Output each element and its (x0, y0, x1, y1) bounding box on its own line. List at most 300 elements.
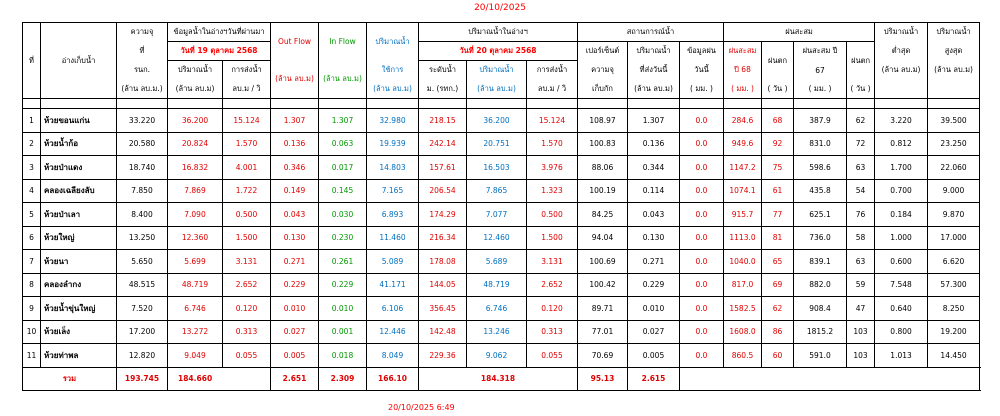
reservoir-table (22, 22, 980, 391)
cell-d68: 75 (762, 156, 794, 180)
cell-sent: 0.130 (628, 226, 680, 250)
cell-cap: 7.520 (117, 297, 168, 321)
cell-no: 8 (23, 273, 41, 297)
col-sent-unit: (ล้าน ลบ.ม) (628, 80, 680, 99)
cell-lvl: 174.29 (419, 203, 467, 227)
cell-sent: 0.136 (628, 132, 680, 156)
cell-pvol: 48.719 (168, 273, 223, 297)
cell-crel: 0.120 (527, 297, 578, 321)
cell-use: 6.106 (367, 297, 419, 321)
total-usable: 166.10 (367, 367, 419, 390)
cell-max: 39.500 (928, 109, 980, 133)
cell-cap: 18.740 (117, 156, 168, 180)
cell-r67: 598.6 (794, 156, 847, 180)
cell-in: 0.030 (319, 203, 367, 227)
col-rain68-unit: ( มม. ) (724, 80, 762, 99)
cell-d67: 58 (847, 226, 875, 250)
cell-sent: 0.005 (628, 344, 680, 368)
cell-cvol: 36.200 (467, 109, 527, 133)
cell-cap: 8.400 (117, 203, 168, 227)
cell-pct: 94.04 (578, 226, 628, 250)
cell-rain: 0.0 (680, 132, 724, 156)
total-prev-volume: 184.660 (168, 367, 271, 390)
cell-name: ห้วยน้ำขุ่นใหญ่ (41, 297, 117, 321)
cell-prel: 1.500 (223, 226, 271, 250)
cell-prel: 3.131 (223, 250, 271, 274)
cell-d68: 68 (762, 109, 794, 133)
cell-min: 0.640 (875, 297, 928, 321)
cell-pvol: 20.824 (168, 132, 223, 156)
cell-pvol: 12.360 (168, 226, 223, 250)
cell-d67: 76 (847, 203, 875, 227)
cell-sent: 0.271 (628, 250, 680, 274)
col-min-header: ปริมาณน้ำ (875, 23, 928, 42)
col-rain-today-unit: ( มม. ) (680, 80, 724, 99)
col-capacity-header-2: ที่ (117, 42, 168, 61)
cell-sent: 0.344 (628, 156, 680, 180)
cell-prel: 0.120 (223, 297, 271, 321)
cell-min: 0.700 (875, 179, 928, 203)
table-header (23, 23, 980, 99)
cell-lvl: 144.05 (419, 273, 467, 297)
report-date: 20/10/2025 (474, 3, 526, 13)
table-row (23, 344, 980, 368)
cell-name: ห้วยขอนแก่น (41, 109, 117, 133)
cell-in: 0.229 (319, 273, 367, 297)
cell-use: 8.049 (367, 344, 419, 368)
cell-lvl: 242.14 (419, 132, 467, 156)
cell-d67: 63 (847, 156, 875, 180)
spacer-row (23, 99, 980, 109)
cell-in: 0.261 (319, 250, 367, 274)
col-usable-header-2: ใช้การ (367, 61, 419, 80)
col-rain67-header: ฝนสะสม ปี (794, 42, 847, 61)
cell-cap: 13.250 (117, 226, 168, 250)
cell-pct: 100.42 (578, 273, 628, 297)
cell-prel: 2.652 (223, 273, 271, 297)
cell-d67: 59 (847, 273, 875, 297)
cell-d67: 103 (847, 320, 875, 344)
cell-r68: 860.5 (724, 344, 762, 368)
col-capacity-header-3: รนก. (117, 61, 168, 80)
col-outflow-unit: (ล้าน ลบ.ม) (271, 61, 319, 99)
cell-min: 3.220 (875, 109, 928, 133)
cell-lvl: 206.54 (419, 179, 467, 203)
cell-cap: 12.820 (117, 344, 168, 368)
table-row (23, 156, 980, 180)
col-no-header: ที่ (23, 23, 41, 99)
total-sent: 2.615 (628, 367, 680, 390)
cell-cvol: 16.503 (467, 156, 527, 180)
col-raindays67-header: ฝนตก (847, 42, 875, 80)
cell-use: 11.460 (367, 226, 419, 250)
cell-out: 0.136 (271, 132, 319, 156)
cell-pct: 100.69 (578, 250, 628, 274)
cell-out: 0.130 (271, 226, 319, 250)
cell-r67: 882.0 (794, 273, 847, 297)
cell-r68: 1582.5 (724, 297, 762, 321)
cell-cvol: 6.746 (467, 297, 527, 321)
cell-in: 0.063 (319, 132, 367, 156)
total-capacity: 193.745 (117, 367, 168, 390)
cell-in: 0.018 (319, 344, 367, 368)
col-max-header-2: สูงสุด (928, 42, 980, 61)
cell-pvol: 16.832 (168, 156, 223, 180)
cell-d68: 69 (762, 273, 794, 297)
cell-cap: 7.850 (117, 179, 168, 203)
cell-out: 0.027 (271, 320, 319, 344)
cell-r67: 839.1 (794, 250, 847, 274)
cell-r68: 284.6 (724, 109, 762, 133)
total-label: รวม (23, 367, 117, 390)
cell-cvol: 9.062 (467, 344, 527, 368)
cell-name: ห้วยเล็ง (41, 320, 117, 344)
col-prev-vol-header: ปริมาณน้ำ (168, 61, 223, 80)
cell-cvol: 7.077 (467, 203, 527, 227)
cell-pvol: 9.049 (168, 344, 223, 368)
cell-d67: 63 (847, 250, 875, 274)
cell-sent: 0.043 (628, 203, 680, 227)
cell-min: 7.548 (875, 273, 928, 297)
cell-min: 0.184 (875, 203, 928, 227)
cell-d67: 47 (847, 297, 875, 321)
cell-prel: 0.313 (223, 320, 271, 344)
cell-prel: 4.001 (223, 156, 271, 180)
cell-max: 22.060 (928, 156, 980, 180)
cell-prel: 15.124 (223, 109, 271, 133)
cell-rain: 0.0 (680, 297, 724, 321)
total-empty (680, 367, 980, 390)
col-pct-header-2: ความจุ (578, 61, 628, 80)
cell-sent: 0.027 (628, 320, 680, 344)
table-row (23, 273, 980, 297)
cell-crel: 0.055 (527, 344, 578, 368)
col-inflow-unit: (ล้าน ลบ.ม) (319, 61, 367, 99)
col-prev-vol-unit: (ล้าน ลบ.ม) (168, 80, 223, 99)
cell-name: ห้วยท่าพล (41, 344, 117, 368)
cell-out: 1.307 (271, 109, 319, 133)
cell-max: 57.300 (928, 273, 980, 297)
cell-min: 0.812 (875, 132, 928, 156)
cell-in: 0.230 (319, 226, 367, 250)
cell-crel: 3.976 (527, 156, 578, 180)
col-capacity-header: ความจุ (117, 23, 168, 42)
cell-prel: 1.722 (223, 179, 271, 203)
cell-prel: 1.570 (223, 132, 271, 156)
cell-rain: 0.0 (680, 273, 724, 297)
cell-max: 17.000 (928, 226, 980, 250)
cell-pct: 70.69 (578, 344, 628, 368)
cell-name: ห้วยน้ำก้อ (41, 132, 117, 156)
cell-name: ห้วยป่าเลา (41, 203, 117, 227)
cell-name: ห้วยใหญ่ (41, 226, 117, 250)
col-usable-header: ปริมาณน้ำ (367, 23, 419, 61)
cell-r67: 1815.2 (794, 320, 847, 344)
cell-lvl: 178.08 (419, 250, 467, 274)
cell-r67: 591.0 (794, 344, 847, 368)
cell-r67: 831.0 (794, 132, 847, 156)
cell-lvl: 218.15 (419, 109, 467, 133)
cell-crel: 0.313 (527, 320, 578, 344)
cur-date-header: วันที่ 20 ตุลาคม 2568 (419, 42, 578, 61)
cell-max: 19.200 (928, 320, 980, 344)
cell-max: 14.450 (928, 344, 980, 368)
cell-pvol: 6.746 (168, 297, 223, 321)
cell-sent: 1.307 (628, 109, 680, 133)
col-reservoir-header: อ่างเก็บน้ำ (41, 23, 117, 99)
cell-min: 0.600 (875, 250, 928, 274)
cell-no: 5 (23, 203, 41, 227)
cell-out: 0.271 (271, 250, 319, 274)
cur-group-header: ปริมาณน้ำในอ่างฯ (419, 23, 578, 42)
cell-pct: 88.06 (578, 156, 628, 180)
cell-name: ห้วยนา (41, 250, 117, 274)
cell-rain: 0.0 (680, 226, 724, 250)
cell-use: 5.089 (367, 250, 419, 274)
cell-lvl: 142.48 (419, 320, 467, 344)
col-capacity-unit: (ล้าน ลบ.ม.) (117, 80, 168, 99)
cell-d68: 92 (762, 132, 794, 156)
cell-cvol: 13.246 (467, 320, 527, 344)
cell-no: 11 (23, 344, 41, 368)
cell-r67: 435.8 (794, 179, 847, 203)
cell-cap: 33.220 (117, 109, 168, 133)
col-sent-header-2: ที่ส่งวันนี้ (628, 61, 680, 80)
cell-in: 1.307 (319, 109, 367, 133)
prev-group-header: ข้อมูลน้ำในอ่างฯวันที่ผ่านมา (168, 23, 271, 42)
col-prev-release-header: การส่งน้ำ (223, 61, 271, 80)
cell-r68: 949.6 (724, 132, 762, 156)
cell-crel: 15.124 (527, 109, 578, 133)
table-row (23, 226, 980, 250)
cell-cap: 17.200 (117, 320, 168, 344)
cell-out: 0.043 (271, 203, 319, 227)
col-pct-unit: เก็บกัก (578, 80, 628, 99)
cell-prel: 0.500 (223, 203, 271, 227)
cell-in: 0.001 (319, 320, 367, 344)
cell-no: 2 (23, 132, 41, 156)
total-cur-volume: 184.318 (419, 367, 578, 390)
col-raindays67-unit: ( วัน ) (847, 80, 875, 99)
col-inflow-header: In Flow (319, 23, 367, 61)
cell-name: คลองลำกง (41, 273, 117, 297)
cell-use: 7.165 (367, 179, 419, 203)
cell-name: ห้วยป่าแดง (41, 156, 117, 180)
cell-use: 41.171 (367, 273, 419, 297)
col-usable-unit: (ล้าน ลบ.ม) (367, 80, 419, 99)
cell-r67: 908.4 (794, 297, 847, 321)
cell-cvol: 12.460 (467, 226, 527, 250)
cell-out: 0.346 (271, 156, 319, 180)
table-body (23, 99, 980, 368)
cell-no: 3 (23, 156, 41, 180)
cell-no: 4 (23, 179, 41, 203)
cell-lvl: 356.45 (419, 297, 467, 321)
col-rain67-header-2: 67 (794, 61, 847, 80)
col-rain68-header-2: ปี 68 (724, 61, 762, 80)
cell-pvol: 7.869 (168, 179, 223, 203)
cell-min: 1.000 (875, 226, 928, 250)
cell-d68: 62 (762, 297, 794, 321)
cell-use: 32.980 (367, 109, 419, 133)
total-inflow: 2.309 (319, 367, 367, 390)
cell-r68: 1608.0 (724, 320, 762, 344)
col-rain-today-header: ข้อมูลฝน (680, 42, 724, 61)
cell-no: 7 (23, 250, 41, 274)
table-row (23, 203, 980, 227)
col-rain68-header: ฝนสะสม (724, 42, 762, 61)
cell-r68: 1147.2 (724, 156, 762, 180)
cell-cvol: 20.751 (467, 132, 527, 156)
col-raindays68-header: ฝนตก (762, 42, 794, 80)
cell-lvl: 229.36 (419, 344, 467, 368)
table-row (23, 250, 980, 274)
cell-sent: 0.010 (628, 297, 680, 321)
cell-d68: 77 (762, 203, 794, 227)
cell-cvol: 48.719 (467, 273, 527, 297)
cell-crel: 1.500 (527, 226, 578, 250)
cell-min: 0.800 (875, 320, 928, 344)
table-row (23, 297, 980, 321)
cell-cap: 48.515 (117, 273, 168, 297)
cell-d68: 86 (762, 320, 794, 344)
col-raindays68-unit: ( วัน ) (762, 80, 794, 99)
cell-rain: 0.0 (680, 109, 724, 133)
cell-rain: 0.0 (680, 156, 724, 180)
col-prev-release-unit: ลบ.ม / วิ (223, 80, 271, 99)
cell-no: 9 (23, 297, 41, 321)
cell-pct: 100.19 (578, 179, 628, 203)
cell-d68: 60 (762, 344, 794, 368)
cell-in: 0.017 (319, 156, 367, 180)
cell-d68: 65 (762, 250, 794, 274)
cell-out: 0.229 (271, 273, 319, 297)
cell-rain: 0.0 (680, 320, 724, 344)
cell-rain: 0.0 (680, 203, 724, 227)
cell-crel: 1.323 (527, 179, 578, 203)
cell-cap: 5.650 (117, 250, 168, 274)
total-percent: 95.13 (578, 367, 628, 390)
cell-cap: 20.580 (117, 132, 168, 156)
cell-d68: 81 (762, 226, 794, 250)
status-group-header: สถานการณ์น้ำ (578, 23, 724, 42)
cell-in: 0.145 (319, 179, 367, 203)
cell-r67: 625.1 (794, 203, 847, 227)
col-max-header: ปริมาณน้ำ (928, 23, 980, 42)
cell-rain: 0.0 (680, 344, 724, 368)
cell-max: 6.620 (928, 250, 980, 274)
cell-crel: 2.652 (527, 273, 578, 297)
col-cur-vol-header: ปริมาณน้ำ (467, 61, 527, 80)
table-row (23, 109, 980, 133)
col-sent-header: ปริมาณน้ำ (628, 42, 680, 61)
cell-min: 1.700 (875, 156, 928, 180)
cell-pvol: 13.272 (168, 320, 223, 344)
col-outflow-header: Out Flow (271, 23, 319, 61)
cell-use: 6.893 (367, 203, 419, 227)
cell-out: 0.149 (271, 179, 319, 203)
cell-max: 9.000 (928, 179, 980, 203)
table-row (23, 320, 980, 344)
col-min-header-2: ต่ำสุด (875, 42, 928, 61)
cell-pvol: 7.090 (168, 203, 223, 227)
cell-use: 14.803 (367, 156, 419, 180)
cell-d68: 61 (762, 179, 794, 203)
cell-pct: 100.83 (578, 132, 628, 156)
cell-pct: 108.97 (578, 109, 628, 133)
col-min-unit (875, 80, 928, 99)
cell-rain: 0.0 (680, 250, 724, 274)
cell-r68: 915.7 (724, 203, 762, 227)
cell-use: 12.446 (367, 320, 419, 344)
cell-lvl: 157.61 (419, 156, 467, 180)
cell-sent: 0.229 (628, 273, 680, 297)
total-row (23, 367, 980, 390)
col-level-unit: ม. (รทก.) (419, 80, 467, 99)
table-row (23, 132, 980, 156)
cell-out: 0.010 (271, 297, 319, 321)
cell-prel: 0.055 (223, 344, 271, 368)
col-level-header: ระดับน้ำ (419, 61, 467, 80)
cell-pct: 77.01 (578, 320, 628, 344)
col-max-header-3: (ล้าน ลบ.ม) (928, 61, 980, 80)
col-rain67-unit: ( มม. ) (794, 80, 847, 99)
cell-cvol: 5.689 (467, 250, 527, 274)
prev-date-header: วันที่ 19 ตุลาคม 2568 (168, 42, 271, 61)
cell-r68: 817.0 (724, 273, 762, 297)
cell-d67: 72 (847, 132, 875, 156)
col-min-header-3: (ล้าน ลบ.ม) (875, 61, 928, 80)
cell-r68: 1113.0 (724, 226, 762, 250)
timestamp-footer: 20/10/2025 6:49 (388, 403, 455, 412)
col-max-unit (928, 80, 980, 99)
cell-r67: 387.9 (794, 109, 847, 133)
cell-sent: 0.114 (628, 179, 680, 203)
cell-in: 0.010 (319, 297, 367, 321)
col-cur-release-unit: ลบ.ม / วิ (527, 80, 578, 99)
cell-pvol: 5.699 (168, 250, 223, 274)
cell-max: 8.250 (928, 297, 980, 321)
cell-d67: 54 (847, 179, 875, 203)
cell-pct: 84.25 (578, 203, 628, 227)
cell-cvol: 7.865 (467, 179, 527, 203)
cell-pvol: 36.200 (168, 109, 223, 133)
cell-rain: 0.0 (680, 179, 724, 203)
cell-lvl: 216.34 (419, 226, 467, 250)
col-pct-header: เปอร์เซ็นต์ (578, 42, 628, 61)
cell-no: 10 (23, 320, 41, 344)
cell-crel: 1.570 (527, 132, 578, 156)
table-row (23, 179, 980, 203)
col-cur-release-header: การส่งน้ำ (527, 61, 578, 80)
col-cur-vol-unit: (ล้าน ลบ.ม) (467, 80, 527, 99)
cell-crel: 3.131 (527, 250, 578, 274)
cell-d67: 103 (847, 344, 875, 368)
col-rain-today-header-2: วันนี้ (680, 61, 724, 80)
cell-pct: 89.71 (578, 297, 628, 321)
cell-r68: 1074.1 (724, 179, 762, 203)
cell-d67: 62 (847, 109, 875, 133)
cell-min: 1.013 (875, 344, 928, 368)
cell-max: 23.250 (928, 132, 980, 156)
rain-group-header: ฝนสะสม (724, 23, 875, 42)
cell-max: 9.870 (928, 203, 980, 227)
total-outflow: 2.651 (271, 367, 319, 390)
cell-r67: 736.0 (794, 226, 847, 250)
cell-out: 0.005 (271, 344, 319, 368)
cell-use: 19.939 (367, 132, 419, 156)
cell-crel: 0.500 (527, 203, 578, 227)
